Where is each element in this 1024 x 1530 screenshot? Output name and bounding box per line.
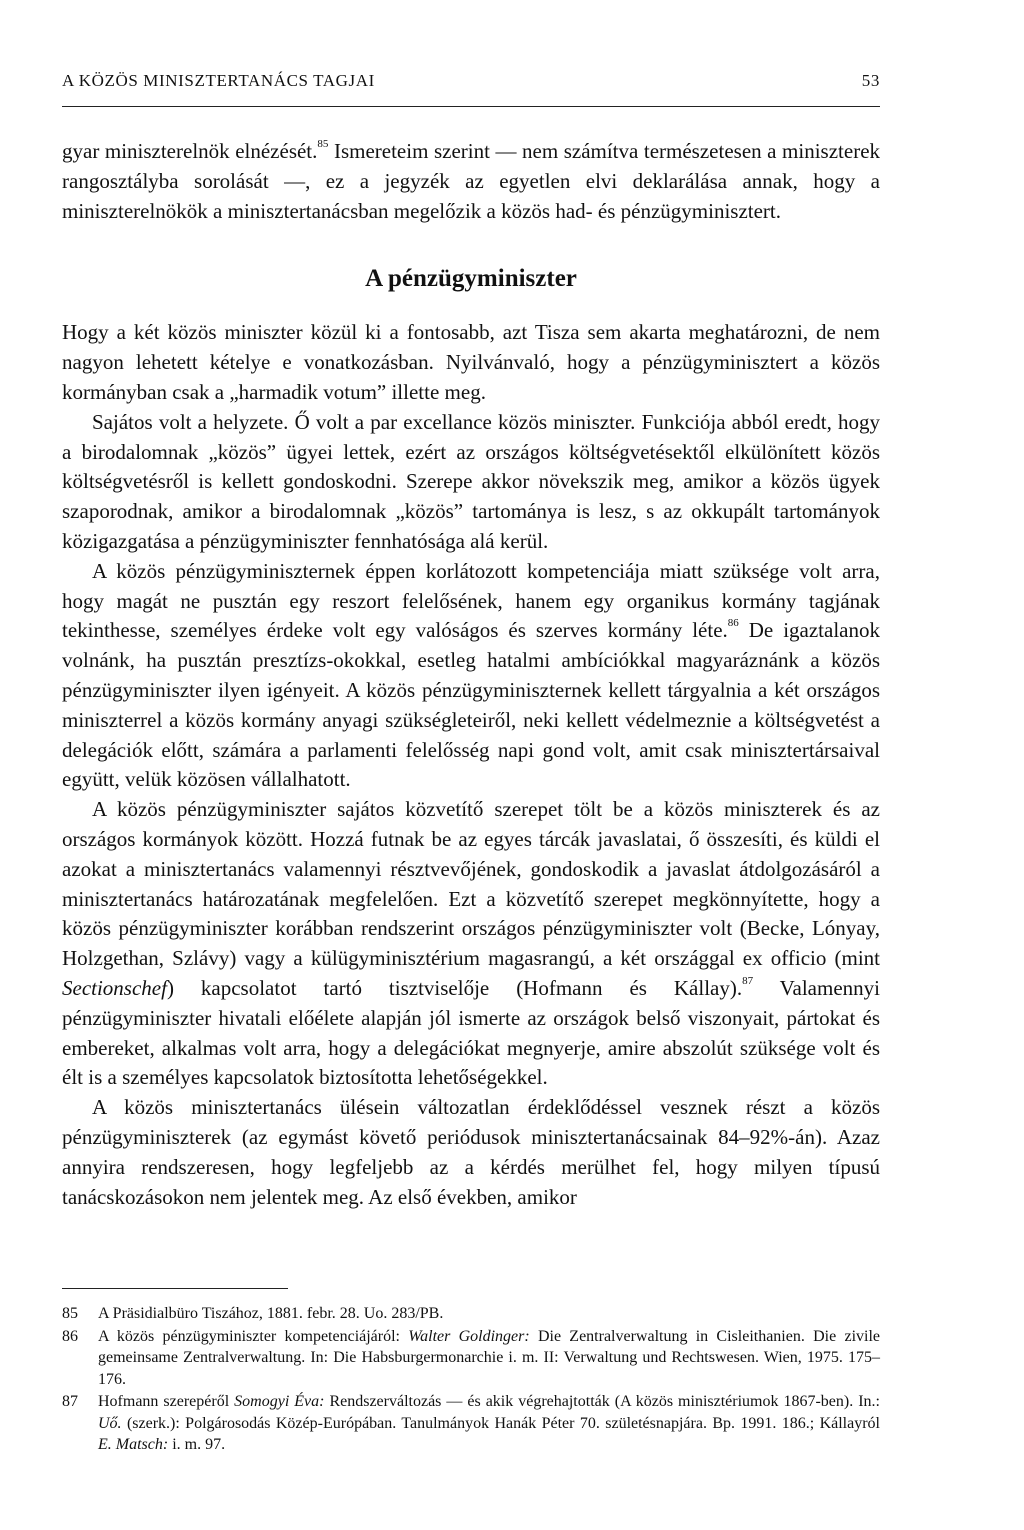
footnote-author: Walter Goldinger: <box>408 1327 530 1345</box>
page-number: 53 <box>861 71 880 90</box>
footnote-text: Rendszerváltozás — és akik végrehajtották (A közös minisztériumok 1867-ben). In.: <box>324 1393 880 1410</box>
paragraph: Hogy a két közös miniszter közül ki a fontosabb, azt Tisza sem akarta meghatározni, de nem nagyon lehetett kételye e vonatkozásban. Nyilvánvaló, hogy a pénzügyminisztert a közös kormányban csak a „harmadik votum” illette meg. <box>62 320 880 404</box>
footnote-text: Die Zentralverwaltung in Cisleithanien. Die zivile gemeinsame Zentralverwaltung. In: Die Habsburgermonarchie i. m. II: Verwaltung und Rechtswesen. Wien, 1975. 175–176. <box>98 1327 881 1388</box>
footnote-85 <box>62 1303 880 1325</box>
paragraph-text: gyar miniszterelnök elnézését. <box>62 139 318 163</box>
paragraph-continued <box>62 137 880 226</box>
footnote-rule <box>62 1288 288 1289</box>
paragraph-text: Valamennyi pénzügyminiszter hivatali előélete alapján jól ismerte az országok belső viszonyait, pártokat és embereket, alkalmas volt arra, hogy a delegációkat megnyerje, amire abszolút szüksége volt és élt is a személyes kapcsolatok biztosította lehetőségekkel. <box>62 975 880 1090</box>
footnote-number: 85 <box>62 1305 78 1322</box>
paragraph-text: A közös pénzügyminiszter sajátos közvetítő szerepet tölt be a közös miniszterek és az országos kormányok között. Hozzá futnak be az egyes tárcák javaslatai, ő összesíti, és küldi el azokat a minisztertanács valamennyi résztvevőjének, gondoskodik a javaslat átdolgozásáról a minisztertanács határozatának megfelelően. Ezt a közvetítő szerepet megkönnyítette, hogy a közös pénzügyminiszter korábban rendszerint országos pénzügyminiszter volt (Becke, Lónyay, Holzgethan, Szlávy) vagy a külügyminisztérium magasrangú, a két országgal ex officio (mint <box>62 797 880 971</box>
paragraph <box>62 557 880 795</box>
footnote-87 <box>62 1391 880 1456</box>
footnote-text: A Präsidialbüro Tiszához, 1881. febr. 28. Uo. 283/PB. <box>98 1305 444 1322</box>
section-heading: A pénzügyminiszter <box>365 265 577 293</box>
footnote-ref-85[interactable]: 85 <box>317 138 329 150</box>
paragraph-text: A közös pénzügyminiszternek éppen korlátozott kompetenciája miatt szüksége volt arra, hogy magát ne pusztán egy reszort felelősének, hanem egy organikus kormány tagjának tekinthesse, személyes érdeke volt egy valóságos és szerves kormány léte. <box>62 558 880 643</box>
footnote-author: Somogyi Éva: <box>234 1393 325 1410</box>
italic-term: Sectionschef <box>62 975 167 1000</box>
footnote-text: A közös pénzügyminiszter kompetenciájáról: <box>98 1327 409 1345</box>
body-text <box>62 137 880 1212</box>
footnote-text: i. m. 97. <box>168 1436 226 1453</box>
footnote-ref-86[interactable]: 86 <box>727 617 739 630</box>
footnote-author: E. Matsch: <box>98 1436 169 1453</box>
footnote-ref-87[interactable]: 87 <box>742 974 754 987</box>
footnote-number: 86 <box>62 1327 78 1345</box>
paragraph-text: ) kapcsolatot tartó tisztviselője (Hofmann és Kállay). <box>166 975 743 1000</box>
footnote-86 <box>62 1326 880 1391</box>
footnote-author: Uő. <box>98 1414 122 1432</box>
running-title: A KÖZÖS MINISZTERTANÁCS TAGJAI <box>62 71 375 90</box>
paragraph: Sajátos volt a helyzete. Ő volt a par excellance közös miniszter. Funkciója abból eredt, hogy a birodalomnak „közös” ügyei lettek, ezért az országos költségvetésektől elkülönített közös költségvetésről is kellett gondoskodni. Szerepe akkor növekszik meg, amikor a közös ügyek szaporodnak, amikor a birodalomnak „közös” tartománya is lesz, s az okkupált tartományok közigazgatása a pénzügyminiszter fennhatósága alá kerül. <box>62 409 880 553</box>
footnote-text: Hofmann szerepéről <box>98 1393 235 1410</box>
footnote-number: 87 <box>62 1393 78 1410</box>
paragraph <box>62 795 880 1093</box>
footnote-text: (szerk.): Polgárosodás Közép-Európában. Tanulmányok Hanák Péter 70. születésnapjára. Bp. 1991. 186.; Kállayról <box>121 1414 880 1432</box>
paragraph-text: Ismereteim szerint — nem számítva természetesen a miniszterek rangosztályba sorolását —, ez a jegyzék az egyetlen elvi deklarálása annak, hogy a miniszterelnökök a minisztertanácsban megelőzik a közös had- és pénzügyminisztert. <box>62 139 881 223</box>
paragraph-text: De igaztalanok volnánk, ha pusztán presztízs-okokkal, esetleg hatalmi ambíciókkal magyaráznánk a közös pénzügyminiszter ilyen igényeit. A közös pénzügyminiszternek kellett tárgyalnia a két országos miniszterrel a közös kormány anyagi szükségleteiről, neki kellett védelmeznie a költségvetést a delegációk előtt, számára a parlamenti felelősség napi gond volt, amit csak minisztertársaival együtt, velük közösen vállalhatott. <box>62 618 880 792</box>
paragraph: A közös minisztertanács ülésein változatlan érdeklődéssel vesznek részt a közös pénzügyminiszterek (az egymást követő periódusok minisztertanácsainak 84–92%-án). Azaz annyira rendszeresen, hogy legfeljebb az a kérdés merülhet fel, hogy milyen típusú tanácskozásokon nem jelentek meg. Az első években, amikor <box>62 1095 880 1209</box>
footnotes <box>62 1303 880 1457</box>
header-rule <box>62 106 880 107</box>
